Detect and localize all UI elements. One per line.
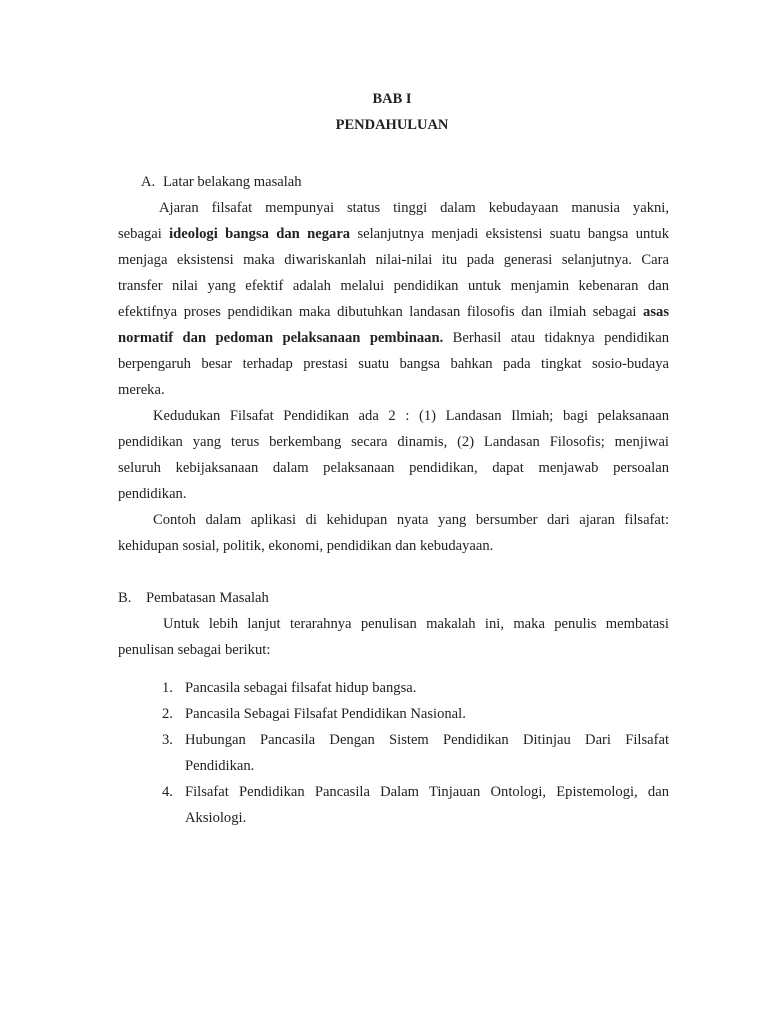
section-b-letter: B. [118,590,132,606]
list-item-text: Hubungan Pancasila Dengan Sistem Pendidikan Ditinjau Dari Filsafat [185,732,669,748]
list-item-number: 3. [162,732,173,748]
section-a-title: Latar belakang masalah [163,174,302,190]
para2-line4: pendidikan. [118,486,187,502]
para1-line5: efektifnya proses pendidikan maka dibutuhkan landasan filosofis dan ilmiah sebagai asas [118,304,669,320]
para1-line3: menjaga eksistensi maka diwariskanlah nilai-nilai itu pada generasi selanjutnya. Cara [118,252,669,268]
list-item-number: 4. [162,784,173,800]
para2-line1: Kedudukan Filsafat Pendidikan ada 2 : (1) Landasan Ilmiah; bagi pelaksanaan [153,408,669,424]
bold-phrase-asas: asas [643,304,669,320]
section-b-intro-line2: penulisan sebagai berikut: [118,642,271,658]
section-a-letter: A. [141,174,156,190]
list-item-number: 1. [162,680,173,696]
list-item-text-cont: Pendidikan. [185,758,255,774]
chapter-label: BAB I [372,91,412,107]
list-item-text: Pancasila Sebagai Filsafat Pendidikan Nasional. [185,706,466,722]
list-item-text: Filsafat Pendidikan Pancasila Dalam Tinjauan Ontologi, Epistemologi, dan [185,784,669,800]
bold-phrase-normatif: normatif dan pedoman pelaksanaan pembinaan. [118,330,444,346]
list-item-number: 2. [162,706,173,722]
section-b-title: Pembatasan Masalah [146,590,269,606]
para2-line3: seluruh kebijaksanaan dalam pelaksanaan pendidikan, dapat menjawab persoalan [118,460,669,476]
para3-line1: Contoh dalam aplikasi di kehidupan nyata yang bersumber dari ajaran filsafat: [153,512,669,528]
para1-line8: mereka. [118,382,165,398]
para2-line2: pendidikan yang terus berkembang secara dinamis, (2) Landasan Filosofis; menjiwai [118,434,669,450]
para1-line2: sebagai ideologi bangsa dan negara selanjutnya menjadi eksistensi suatu bangsa untuk [118,226,669,242]
list-item-text-cont: Aksiologi. [185,810,247,826]
bold-phrase-ideologi: ideologi bangsa dan negara [169,226,351,242]
para3-line2: kehidupan sosial, politik, ekonomi, pendidikan dan kebudayaan. [118,538,494,554]
para1-line1: Ajaran filsafat mempunyai status tinggi dalam kebudayaan manusia yakni, [159,200,669,216]
para1-line4: transfer nilai yang efektif adalah melalui pendidikan untuk menjamin kebenaran dan [118,278,669,294]
list-item-text: Pancasila sebagai filsafat hidup bangsa. [185,680,417,696]
para1-line6: normatif dan pedoman pelaksanaan pembinaan. Berhasil atau tidaknya pendidikan [118,330,669,346]
section-b-intro-line1: Untuk lebih lanjut terarahnya penulisan makalah ini, maka penulis membatasi [163,616,669,632]
chapter-title: PENDAHULUAN [335,117,449,133]
para1-line7: berpengaruh besar terhadap prestasi suatu bangsa bahkan pada tingkat sosio-budaya [118,356,669,372]
